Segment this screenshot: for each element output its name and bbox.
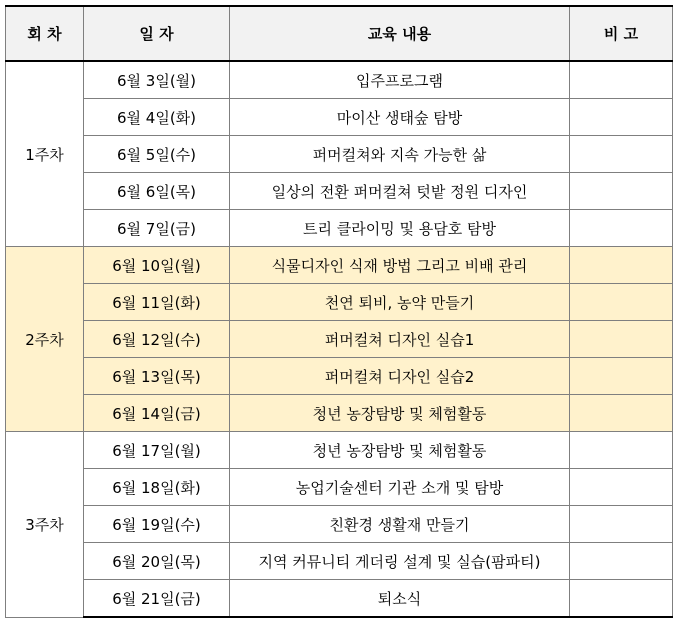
content-cell: 퍼머컬쳐 디자인 실습1 xyxy=(230,321,570,358)
table-row xyxy=(6,247,673,284)
note-cell xyxy=(570,321,673,358)
note-cell xyxy=(570,543,673,580)
table-row xyxy=(6,136,673,173)
table-row xyxy=(6,580,673,618)
note-cell xyxy=(570,173,673,210)
date-cell: 6월 11일(화) xyxy=(84,284,230,321)
table-row xyxy=(6,99,673,136)
content-cell: 퍼머컬쳐와 지속 가능한 삶 xyxy=(230,136,570,173)
header-row xyxy=(6,6,673,61)
table-row xyxy=(6,506,673,543)
date-cell: 6월 14일(금) xyxy=(84,395,230,432)
schedule-body xyxy=(6,61,673,617)
content-cell: 친환경 생활재 만들기 xyxy=(230,506,570,543)
date-cell: 6월 7일(금) xyxy=(84,210,230,247)
date-cell: 6월 12일(수) xyxy=(84,321,230,358)
date-cell: 6월 19일(수) xyxy=(84,506,230,543)
date-cell: 6월 4일(화) xyxy=(84,99,230,136)
note-cell xyxy=(570,210,673,247)
header-content: 교육 내용 xyxy=(230,6,570,61)
content-cell: 천연 퇴비, 농약 만들기 xyxy=(230,284,570,321)
date-cell: 6월 6일(목) xyxy=(84,173,230,210)
note-cell xyxy=(570,469,673,506)
table-row xyxy=(6,61,673,99)
date-cell: 6월 18일(화) xyxy=(84,469,230,506)
date-cell: 6월 17일(월) xyxy=(84,432,230,469)
content-cell: 식물디자인 식재 방법 그리고 비배 관리 xyxy=(230,247,570,284)
content-cell: 입주프로그램 xyxy=(230,61,570,99)
content-cell: 청년 농장탐방 및 체험활동 xyxy=(230,432,570,469)
table-row xyxy=(6,210,673,247)
table-row xyxy=(6,432,673,469)
note-cell xyxy=(570,358,673,395)
table-row xyxy=(6,321,673,358)
note-cell xyxy=(570,284,673,321)
week-cell: 2주차 xyxy=(6,247,84,432)
table-row xyxy=(6,173,673,210)
date-cell: 6월 21일(금) xyxy=(84,580,230,618)
content-cell: 트리 클라이밍 및 용담호 탐방 xyxy=(230,210,570,247)
week-cell: 1주차 xyxy=(6,61,84,247)
table-row xyxy=(6,543,673,580)
content-cell: 퍼머컬쳐 디자인 실습2 xyxy=(230,358,570,395)
table-row xyxy=(6,469,673,506)
date-cell: 6월 3일(월) xyxy=(84,61,230,99)
header-week: 회 차 xyxy=(6,6,84,61)
date-cell: 6월 5일(수) xyxy=(84,136,230,173)
note-cell xyxy=(570,395,673,432)
content-cell: 농업기술센터 기관 소개 및 탐방 xyxy=(230,469,570,506)
note-cell xyxy=(570,99,673,136)
note-cell xyxy=(570,432,673,469)
note-cell xyxy=(570,506,673,543)
header-note: 비 고 xyxy=(570,6,673,61)
schedule-table xyxy=(5,5,673,618)
note-cell xyxy=(570,580,673,618)
date-cell: 6월 13일(목) xyxy=(84,358,230,395)
table-row xyxy=(6,358,673,395)
content-cell: 일상의 전환 퍼머컬쳐 텃밭 정원 디자인 xyxy=(230,173,570,210)
date-cell: 6월 20일(목) xyxy=(84,543,230,580)
table-row xyxy=(6,395,673,432)
note-cell xyxy=(570,136,673,173)
content-cell: 마이산 생태숲 탐방 xyxy=(230,99,570,136)
week-cell: 3주차 xyxy=(6,432,84,618)
content-cell: 청년 농장탐방 및 체험활동 xyxy=(230,395,570,432)
header-date: 일 자 xyxy=(84,6,230,61)
note-cell xyxy=(570,61,673,99)
note-cell xyxy=(570,247,673,284)
date-cell: 6월 10일(월) xyxy=(84,247,230,284)
content-cell: 퇴소식 xyxy=(230,580,570,618)
table-row xyxy=(6,284,673,321)
content-cell: 지역 커뮤니티 게더링 설계 및 실습(팜파티) xyxy=(230,543,570,580)
